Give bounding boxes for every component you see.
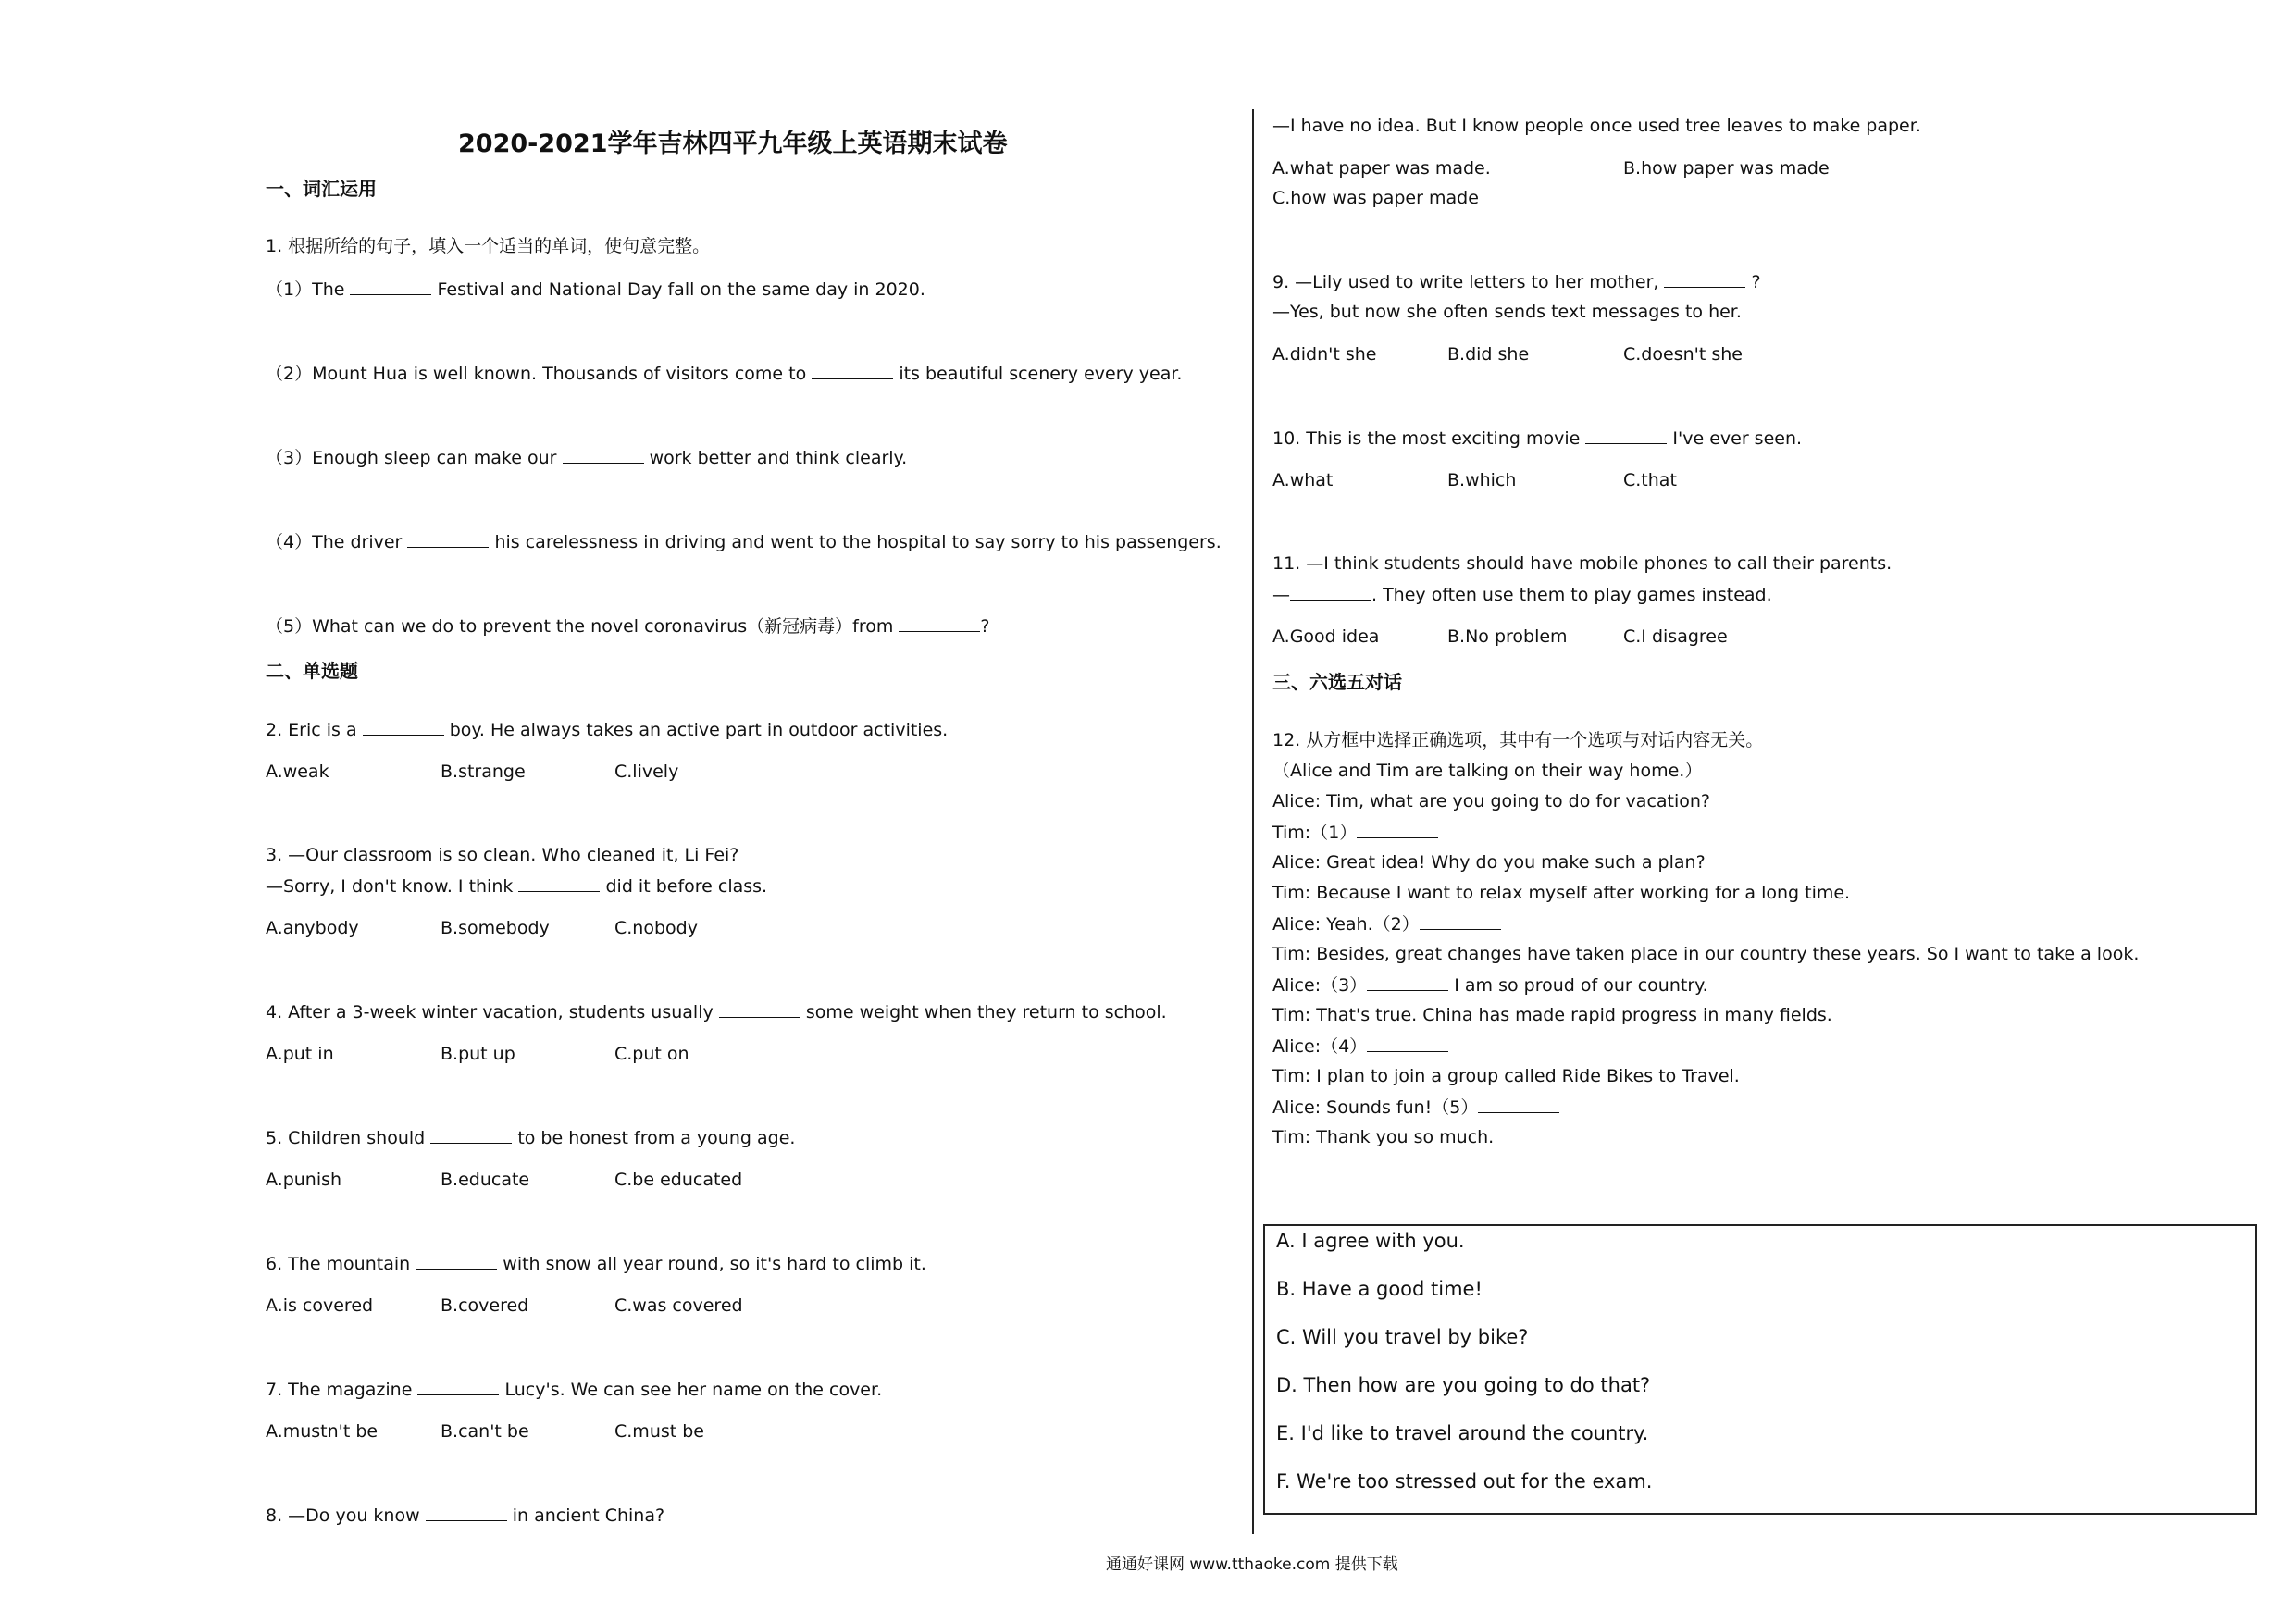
- answer-blank[interactable]: [417, 1378, 499, 1395]
- answer-blank[interactable]: [899, 614, 980, 632]
- option-a[interactable]: A.didn't she: [1272, 344, 1377, 365]
- section-heading-vocabulary: 一、词汇运用: [266, 178, 377, 200]
- option-b[interactable]: B.educate: [441, 1170, 530, 1190]
- question-9-stem: 9. —Lily used to write letters to her mother, ?: [1272, 272, 1761, 292]
- option-a[interactable]: A.put in: [266, 1044, 334, 1064]
- option-a[interactable]: A.weak: [266, 762, 329, 782]
- choice-option[interactable]: B. Have a good time!: [1276, 1278, 1483, 1300]
- dialogue-line: Tim: Besides, great changes have taken place in our country these years. So I want to take a look.: [1272, 944, 2140, 964]
- question-3-stem: 3. —Our classroom is so clean. Who cleaned it, Li Fei?: [266, 845, 739, 865]
- dialogue-line: Tim: Thank you so much.: [1272, 1127, 1495, 1147]
- answer-blank[interactable]: [416, 1252, 497, 1270]
- question-12-instruction: 12. 从方框中选择正确选项，其中有一个选项与对话内容无关。: [1272, 730, 1764, 750]
- dialogue-line: Tim: I plan to join a group called Ride Bikes to Travel.: [1272, 1066, 1740, 1086]
- option-a[interactable]: A.what paper was made.: [1272, 158, 1491, 179]
- dialogue-line: Alice: Tim, what are you going to do for vacation?: [1272, 791, 1711, 812]
- option-a[interactable]: A.is covered: [266, 1295, 374, 1316]
- option-c[interactable]: C.must be: [614, 1421, 704, 1442]
- option-b[interactable]: B.covered: [441, 1295, 529, 1316]
- question-8-stem: 8. —Do you know in ancient China?: [266, 1505, 665, 1526]
- question-6-stem: 6. The mountain with snow all year round, so it's hard to climb it.: [266, 1254, 926, 1274]
- answer-blank[interactable]: [563, 446, 644, 464]
- dialogue-line: Alice:（3） I am so proud of our country.: [1272, 975, 1708, 996]
- answer-blank[interactable]: [1478, 1096, 1559, 1113]
- answer-blank[interactable]: [719, 1000, 800, 1018]
- answer-blank[interactable]: [1357, 821, 1438, 838]
- column-divider: [1252, 109, 1254, 1534]
- q1-item-1: （1）The Festival and National Day fall on the same day in 2020.: [266, 279, 925, 300]
- dialogue-line: Tim:（1）: [1272, 821, 1438, 844]
- answer-blank[interactable]: [1585, 427, 1667, 444]
- option-b[interactable]: B.somebody: [441, 918, 550, 938]
- q1-item-5: （5）What can we do to prevent the novel coronavirus（新冠病毒）from ?: [266, 616, 990, 637]
- dialogue-line: Alice:（4）: [1272, 1035, 1448, 1058]
- answer-blank[interactable]: [350, 278, 431, 295]
- question-5-stem: 5. Children should to be honest from a young age.: [266, 1128, 796, 1148]
- option-c[interactable]: C.put on: [614, 1044, 689, 1064]
- dialogue-line: Alice: Yeah.（2）: [1272, 912, 1501, 935]
- question-10-stem: 10. This is the most exciting movie I've ever seen.: [1272, 428, 1803, 449]
- answer-blank[interactable]: [1290, 583, 1371, 601]
- answer-blank[interactable]: [1664, 270, 1745, 288]
- answer-blank[interactable]: [407, 530, 489, 548]
- option-c[interactable]: C.doesn't she: [1623, 344, 1743, 365]
- question-11-stem: 11. —I think students should have mobile phones to call their parents.: [1272, 553, 1893, 574]
- choice-option[interactable]: A. I agree with you.: [1276, 1230, 1465, 1252]
- choice-option[interactable]: E. I'd like to travel around the country.: [1276, 1422, 1649, 1444]
- option-b[interactable]: B.No problem: [1447, 626, 1568, 647]
- option-c[interactable]: C.that: [1623, 470, 1677, 490]
- option-c[interactable]: C.was covered: [614, 1295, 743, 1316]
- question-2-stem: 2. Eric is a boy. He always takes an active part in outdoor activities.: [266, 720, 949, 740]
- answer-blank[interactable]: [363, 718, 444, 736]
- option-b[interactable]: B.can't be: [441, 1421, 529, 1442]
- q1-item-3: （3）Enough sleep can make our work better and think clearly.: [266, 448, 908, 468]
- option-c[interactable]: C.how was paper made: [1272, 188, 1479, 208]
- option-a[interactable]: A.what: [1272, 470, 1334, 490]
- answer-blank[interactable]: [812, 362, 893, 379]
- dialogue-line: Tim: Because I want to relax myself after working for a long time.: [1272, 883, 1851, 903]
- option-b[interactable]: B.put up: [441, 1044, 515, 1064]
- choice-option[interactable]: F. We're too stressed out for the exam.: [1276, 1470, 1653, 1493]
- option-c[interactable]: C.lively: [614, 762, 679, 782]
- option-a[interactable]: A.Good idea: [1272, 626, 1380, 647]
- answer-blank[interactable]: [518, 874, 600, 892]
- answer-blank[interactable]: [1367, 973, 1448, 991]
- dialogue-line: Alice: Sounds fun!（5）: [1272, 1096, 1559, 1119]
- page-title: 2020-2021学年吉林四平九年级上英语期末试卷: [458, 130, 1008, 158]
- question-4-stem: 4. After a 3-week winter vacation, students usually some weight when they return to school.: [266, 1002, 1167, 1022]
- answer-blank[interactable]: [1420, 912, 1501, 930]
- page-footer: 通通好课网 www.tthaoke.com 提供下载: [1106, 1555, 1398, 1574]
- dialogue-context: （Alice and Tim are talking on their way home.）: [1272, 761, 1703, 781]
- option-c[interactable]: C.I disagree: [1623, 626, 1728, 647]
- option-c[interactable]: C.nobody: [614, 918, 698, 938]
- answer-blank[interactable]: [430, 1126, 512, 1144]
- answer-blank[interactable]: [426, 1504, 507, 1521]
- option-a[interactable]: A.mustn't be: [266, 1421, 379, 1442]
- option-b[interactable]: B.did she: [1447, 344, 1530, 365]
- option-a[interactable]: A.anybody: [266, 918, 359, 938]
- option-b[interactable]: B.strange: [441, 762, 526, 782]
- section-heading-dialogue: 三、六选五对话: [1272, 671, 1402, 693]
- option-b[interactable]: B.how paper was made: [1623, 158, 1830, 179]
- answer-blank[interactable]: [1367, 1035, 1448, 1052]
- question-8-line2: —I have no idea. But I know people once used tree leaves to make paper.: [1272, 116, 1921, 136]
- option-a[interactable]: A.punish: [266, 1170, 342, 1190]
- option-c[interactable]: C.be educated: [614, 1170, 743, 1190]
- dialogue-line: Alice: Great idea! Why do you make such a plan?: [1272, 852, 1706, 873]
- q1-instruction: 1. 根据所给的句子，填入一个适当的单词，使句意完整。: [266, 236, 711, 256]
- dialogue-line: Tim: That's true. China has made rapid progress in many fields.: [1272, 1005, 1832, 1025]
- options-box: [1263, 1224, 2257, 1515]
- option-b[interactable]: B.which: [1447, 470, 1517, 490]
- question-9-line2: —Yes, but now she often sends text messages to her.: [1272, 302, 1742, 322]
- question-7-stem: 7. The magazine Lucy's. We can see her name on the cover.: [266, 1380, 883, 1400]
- q1-item-4: （4）The driver his carelessness in driving and went to the hospital to say sorry to his passengers.: [266, 532, 1222, 552]
- question-11-line2: — . They often use them to play games instead.: [1272, 585, 1772, 605]
- q1-item-2: （2）Mount Hua is well known. Thousands of visitors come to its beautiful scenery every year.: [266, 364, 1183, 384]
- choice-option[interactable]: D. Then how are you going to do that?: [1276, 1374, 1651, 1396]
- section-heading-single-choice: 二、单选题: [266, 660, 358, 682]
- question-3-line2: —Sorry, I don't know. I think did it before class.: [266, 876, 768, 897]
- choice-option[interactable]: C. Will you travel by bike?: [1276, 1326, 1529, 1348]
